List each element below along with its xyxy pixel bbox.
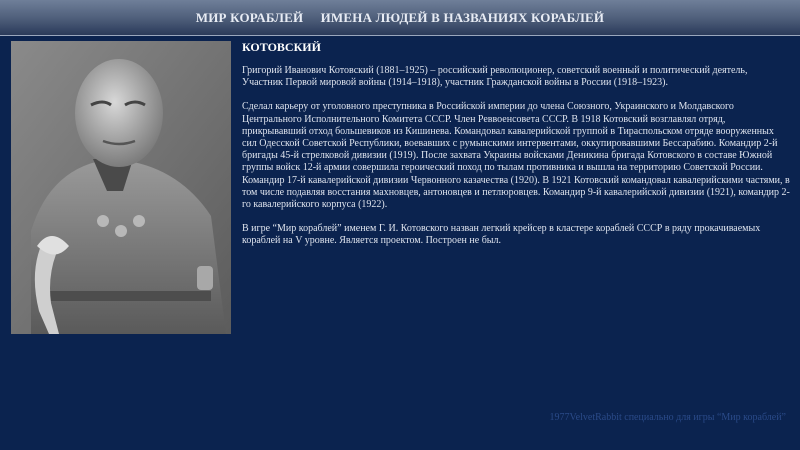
biography-text: [242, 65, 790, 260]
footer-credit: 1977VelvetRabbit специально для игры “Мир кораблей”: [549, 412, 786, 423]
header-title: МИР КОРАБЛЕЙ ИМЕНА ЛЮДЕЙ В НАЗВАНИЯХ КОРАБЛЕЙ: [195, 10, 605, 25]
bio-paragraph-intro: Григорий Иванович Котовский (1881–1925) – российский революционер, советский военный и политический деятель, Участник Первой мировой войны (1914–1918), участник Гражданской войны в России (1918–1923).: [242, 65, 748, 89]
portrait-photo: [11, 41, 231, 334]
header-bar: [0, 0, 800, 36]
bio-paragraph-game: В игре “Мир кораблей” именем Г. И. Котовского назван легкий крейсер в кластере кораблей СССР в ряду прокачиваемых кораблей на V уровне. Является проектом. Построен не был.: [242, 223, 761, 247]
bio-paragraph-career: Сделал карьеру от уголовного преступника в Российской империи до члена Союзного, Украинского и Молдавского Центрального Исполнительного Комитета СССР. Член Реввоенсовета СССР. В 1918 Котовский возглавлял отряд, прикрывавший отход большевиков из Кишинева. Командовал кавалерийской группой в Тираспольском отряде вооруженных сил Одесской Советской Республики, воевавших с румынскими интервентами, оккупировавшими Бессарабию. Командир 2-й бригады 45-й стрелковой дивизии (1919). После захвата Украины войсками Деникина бригада Котовского в составе Южной группы войск 12-й армии совершила героический поход по тылам противника и вышла на территорию Советской России. Командир 17-й кавалерийской дивизии Червонного казачества (1920). В 1921 Котовский командовал кавалерийскими частями, в том числе подавляя восстания махновцев, антоновцев и петлюровцев. Командир 9-й кавалерийской дивизии (1921), командир 2-го кавалерийского корпуса (1922).: [242, 101, 790, 211]
person-name: КОТОВСКИЙ: [242, 40, 321, 54]
